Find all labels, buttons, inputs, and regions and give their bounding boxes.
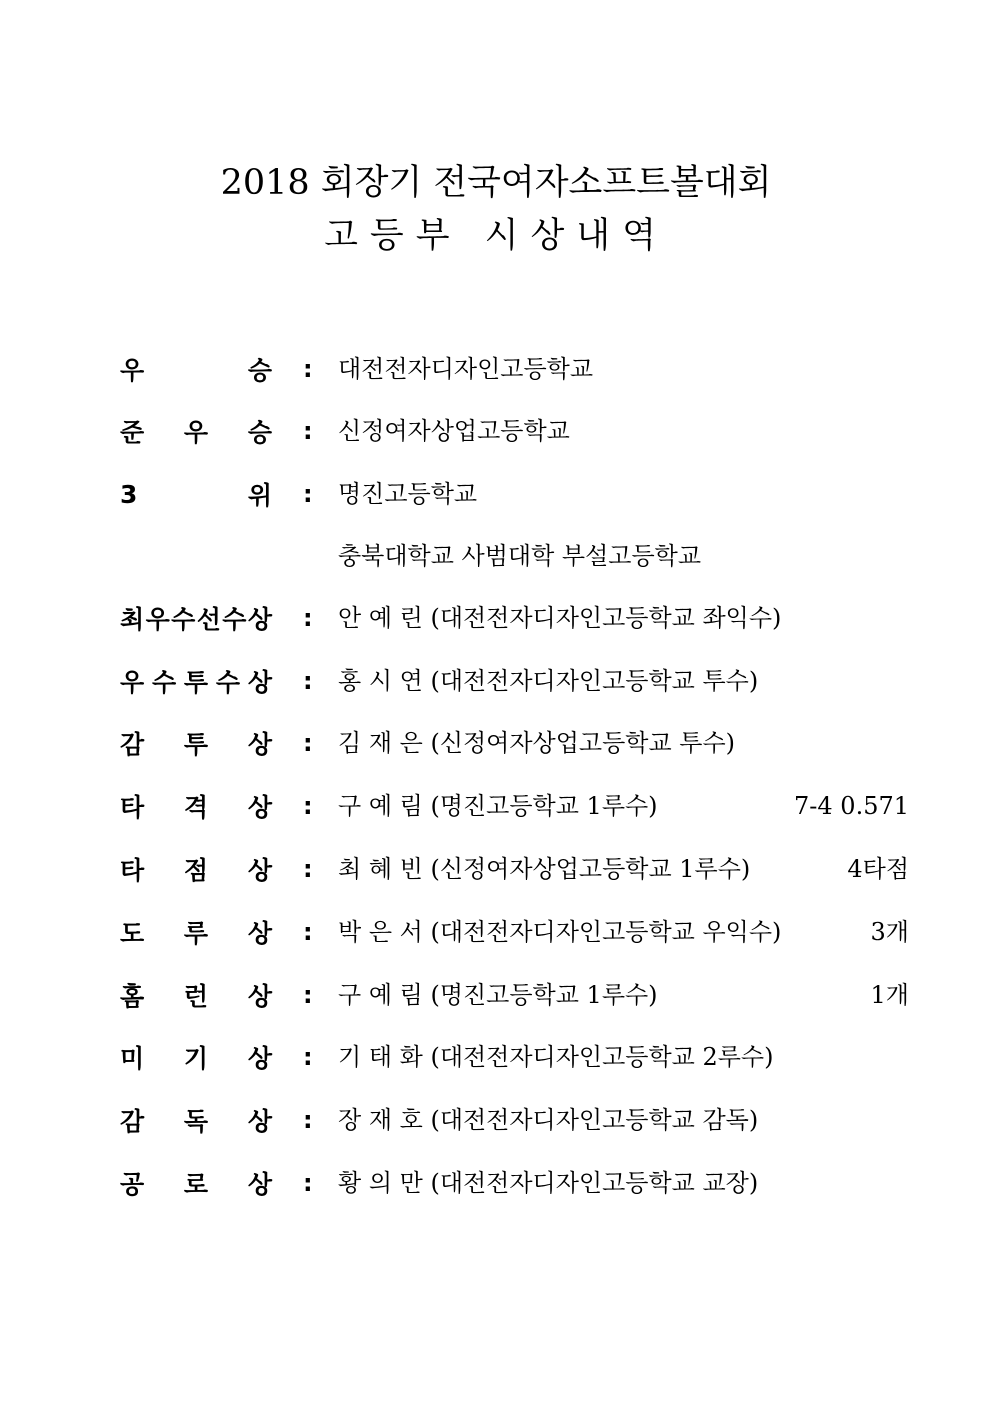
label-colon: :	[303, 480, 313, 508]
recipient-detail: (명진고등학교 1루수)	[430, 792, 658, 820]
award-label-char: 투	[183, 730, 209, 759]
award-label-char: 수	[151, 668, 177, 697]
award-label-char: 수	[171, 605, 196, 634]
award-label-char: 우	[120, 356, 145, 385]
award-label-char: 3	[120, 479, 138, 509]
award-label-char: 상	[247, 1170, 272, 1199]
document-subtitle: 고등부 시상내역	[324, 216, 668, 256]
award-label-char: 격	[183, 793, 209, 822]
award-recipient	[338, 723, 735, 763]
label-colon: :	[303, 417, 313, 445]
award-label-char: 도	[120, 919, 145, 948]
recipient-name: 박 은 서	[338, 918, 423, 946]
award-label-char: 승	[247, 356, 272, 385]
award-stat: 3개	[870, 918, 909, 946]
award-label-char: 감	[120, 730, 145, 759]
recipient-name: 장 재 호	[338, 1106, 423, 1134]
recipient-name: 구 예 림	[338, 792, 423, 820]
award-label-char: 상	[247, 605, 272, 634]
recipient-name: 최 혜 빈	[338, 855, 423, 883]
placement-school: 충북대학교 사범대학 부설고등학교	[338, 542, 702, 570]
recipient-name: 기 태 화	[338, 1043, 423, 1071]
award-recipient	[338, 912, 781, 952]
recipient-detail: (신정여자상업고등학교 1루수)	[430, 855, 751, 883]
award-label-char: 런	[183, 982, 209, 1011]
award-label	[120, 411, 272, 451]
recipient-detail: (신정여자상업고등학교 투수)	[430, 729, 736, 757]
recipient-name: 구 예 림	[338, 981, 423, 1009]
award-label	[120, 975, 272, 1015]
award-label-char: 공	[120, 1170, 145, 1199]
award-label-char: 루	[183, 919, 209, 948]
recipient-detail: (대전전자디자인고등학교 감독)	[430, 1106, 759, 1134]
label-colon: :	[303, 729, 313, 757]
award-label-char: 상	[247, 730, 272, 759]
award-label	[120, 786, 272, 826]
award-label-char: 준	[120, 418, 145, 447]
award-stat: 7-4 0.571	[794, 792, 909, 820]
award-label-char: 상	[247, 982, 272, 1011]
award-label-char: 수	[215, 668, 241, 697]
placement-row	[0, 411, 992, 451]
award-row	[0, 598, 992, 638]
award-label-char: 상	[247, 668, 272, 697]
placement-row	[0, 349, 992, 389]
award-recipient	[338, 661, 758, 701]
label-colon: :	[303, 855, 313, 883]
award-label	[120, 598, 272, 638]
placement-row	[0, 536, 992, 576]
label-colon: :	[303, 792, 313, 820]
label-colon: :	[303, 1169, 313, 1197]
label-colon: :	[303, 981, 313, 1009]
label-colon: :	[303, 918, 313, 946]
award-label-char: 상	[247, 919, 272, 948]
award-label-char: 상	[247, 1044, 272, 1073]
award-label-char: 투	[183, 668, 209, 697]
award-label	[120, 849, 272, 889]
award-label-char: 로	[183, 1170, 209, 1199]
award-row	[0, 723, 992, 763]
award-label-char: 기	[183, 1044, 209, 1073]
recipient-name: 안 예 린	[338, 604, 423, 632]
label-colon: :	[303, 604, 313, 632]
recipient-detail: (대전전자디자인고등학교 2루수)	[430, 1043, 774, 1071]
document-title: 2018 회장기 전국여자소프트볼대회	[220, 163, 772, 203]
award-stat: 4타점	[847, 855, 909, 883]
award-label	[120, 1100, 272, 1140]
recipient-detail: (대전전자디자인고등학교 우익수)	[430, 918, 782, 946]
award-label-char: 감	[120, 1107, 145, 1136]
placement-school: 명진고등학교	[338, 480, 478, 508]
award-label-char: 최	[120, 605, 145, 634]
recipient-name: 황 의 만	[338, 1169, 423, 1197]
award-label	[120, 474, 272, 514]
award-label	[120, 1037, 272, 1077]
award-row	[0, 912, 992, 952]
award-recipient	[338, 1037, 773, 1077]
award-row	[0, 849, 992, 889]
recipient-name: 김 재 은	[338, 729, 423, 757]
award-recipient	[338, 849, 750, 889]
award-label	[120, 349, 272, 389]
recipient-detail: (대전전자디자인고등학교 교장)	[430, 1169, 759, 1197]
award-label	[120, 723, 272, 763]
award-recipient	[338, 786, 658, 826]
award-label-char: 수	[222, 605, 247, 634]
award-row	[0, 1037, 992, 1077]
award-recipient	[338, 598, 781, 638]
award-label-char: 상	[247, 856, 272, 885]
award-label-char: 상	[247, 1107, 272, 1136]
label-colon: :	[303, 1043, 313, 1071]
award-row	[0, 975, 992, 1015]
award-label-char: 미	[120, 1044, 145, 1073]
award-recipient	[338, 975, 658, 1015]
award-label	[120, 661, 272, 701]
award-recipient	[338, 1163, 758, 1203]
award-recipient	[338, 1100, 758, 1140]
placement-school: 신정여자상업고등학교	[338, 417, 570, 445]
award-row	[0, 1100, 992, 1140]
award-label-char: 상	[247, 793, 272, 822]
award-label-char: 점	[183, 856, 209, 885]
award-label-char: 우	[183, 418, 209, 447]
award-label-char: 승	[247, 418, 272, 447]
label-colon: :	[303, 355, 313, 383]
recipient-detail: (명진고등학교 1루수)	[430, 981, 658, 1009]
award-label-char: 타	[120, 793, 145, 822]
award-label-char: 독	[183, 1107, 209, 1136]
award-label-char: 타	[120, 856, 145, 885]
award-row	[0, 1163, 992, 1203]
placement-school: 대전전자디자인고등학교	[338, 355, 594, 383]
award-label-char: 우	[145, 605, 170, 634]
award-label-char: 위	[247, 481, 272, 510]
label-colon: :	[303, 667, 313, 695]
award-stat: 1개	[870, 981, 909, 1009]
recipient-detail: (대전전자디자인고등학교 좌익수)	[430, 604, 782, 632]
recipient-name: 홍 시 연	[338, 667, 423, 695]
award-label-char: 선	[196, 605, 221, 634]
placement-row	[0, 474, 992, 514]
award-label-char: 우	[120, 668, 145, 697]
label-colon: :	[303, 1106, 313, 1134]
award-row	[0, 786, 992, 826]
award-label	[120, 1163, 272, 1203]
award-row	[0, 661, 992, 701]
award-label	[120, 912, 272, 952]
award-label-char: 홈	[120, 982, 145, 1011]
recipient-detail: (대전전자디자인고등학교 투수)	[430, 667, 759, 695]
